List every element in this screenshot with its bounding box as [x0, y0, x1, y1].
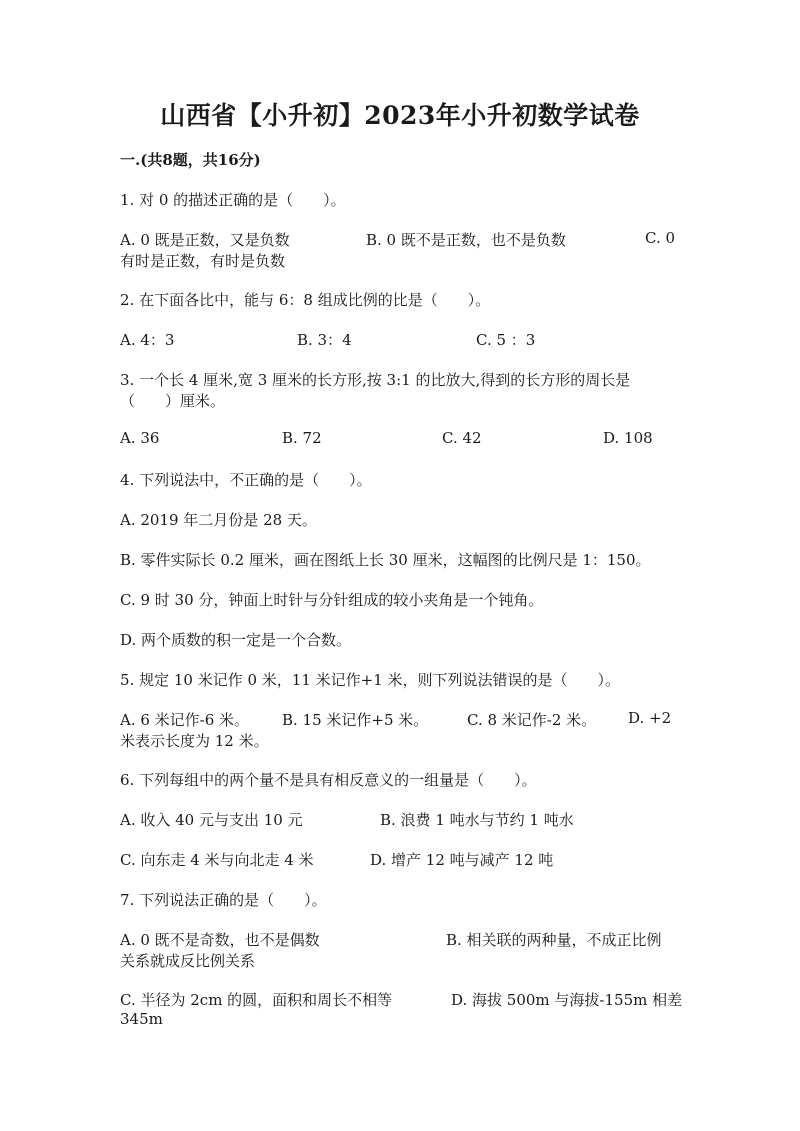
question-6-option-c: C. 向东走 4 米与向北走 4 米 [120, 851, 314, 869]
question-4-option-b: B. 零件实际长 0.2 厘米，画在图纸上长 30 厘米，这幅图的比例尺是 1：150。 [120, 551, 651, 569]
question-1-stem: 1. 对 0 的描述正确的是（ ）。 [120, 191, 346, 209]
question-4-stem: 4. 下列说法中，不正确的是（ ）。 [120, 471, 372, 489]
question-4-option-d: D. 两个质数的积一定是一个合数。 [120, 631, 352, 649]
question-6-option-b: B. 浪费 1 吨水与节约 1 吨水 [380, 811, 574, 829]
question-3-option-c: C. 42 [442, 429, 482, 447]
question-3-stem-continued: （ ）厘米。 [120, 392, 226, 410]
question-1-option-c-continued: 有时是正数，有时是负数 [120, 252, 286, 270]
question-7-option-b-continued: 关系就成反比例关系 [120, 952, 256, 970]
question-4-option-a: A. 2019 年二月份是 28 天。 [120, 511, 317, 529]
question-1-option-b: B. 0 既不是正数，也不是负数 [366, 231, 566, 249]
question-5-option-b: B. 15 米记作+5 米。 [282, 711, 429, 729]
question-3-option-d: D. 108 [603, 429, 653, 447]
question-1-option-a: A. 0 既是正数，又是负数 [120, 231, 290, 249]
question-6-option-d: D. 增产 12 吨与减产 12 吨 [370, 851, 554, 869]
question-7-option-d: D. 海拔 500m 与海拔-155m 相差 [451, 991, 683, 1009]
question-4-option-c: C. 9 时 30 分，钟面上时针与分针组成的较小夹角是一个钝角。 [120, 591, 544, 609]
question-2-option-a: A. 4：3 [120, 331, 175, 349]
question-7-option-b: B. 相关联的两种量，不成正比例 [446, 931, 662, 949]
question-5-option-a: A. 6 米记作-6 米。 [120, 711, 250, 729]
question-2-stem: 2. 在下面各比中，能与 6：8 组成比例的比是（ ）。 [120, 291, 491, 309]
question-7-option-d-continued: 345m [120, 1010, 163, 1028]
question-5-stem: 5. 规定 10 米记作 0 米，11 米记作+1 米，则下列说法错误的是（ ）。 [120, 671, 621, 689]
question-3-option-a: A. 36 [120, 429, 160, 447]
question-5-option-d-continued: 米表示长度为 12 米。 [120, 732, 269, 750]
question-3-option-b: B. 72 [282, 429, 322, 447]
question-7-stem: 7. 下列说法正确的是（ ）。 [120, 891, 327, 909]
question-6-option-a: A. 收入 40 元与支出 10 元 [120, 811, 303, 829]
question-7-option-a: A. 0 既不是奇数，也不是偶数 [120, 931, 320, 949]
page-title: 山西省【小升初】2023年小升初数学试卷 [160, 101, 640, 130]
question-2-option-c: C. 5 ：3 [476, 331, 536, 349]
question-5-option-c: C. 8 米记作-2 米。 [467, 711, 597, 729]
section-heading: 一.(共8题，共16分) [120, 151, 261, 169]
question-3-stem: 3. 一个长 4 厘米,宽 3 厘米的长方形,按 3:1 的比放大,得到的长方形的周长是 [120, 371, 631, 389]
question-2-option-b: B. 3：4 [297, 331, 352, 349]
question-7-option-c: C. 半径为 2cm 的圆，面积和周长不相等 [120, 991, 393, 1009]
question-1-option-c: C. 0 [645, 229, 676, 247]
question-5-option-d: D. +2 [628, 709, 672, 727]
question-6-stem: 6. 下列每组中的两个量不是具有相反意义的一组量是（ ）。 [120, 771, 537, 789]
